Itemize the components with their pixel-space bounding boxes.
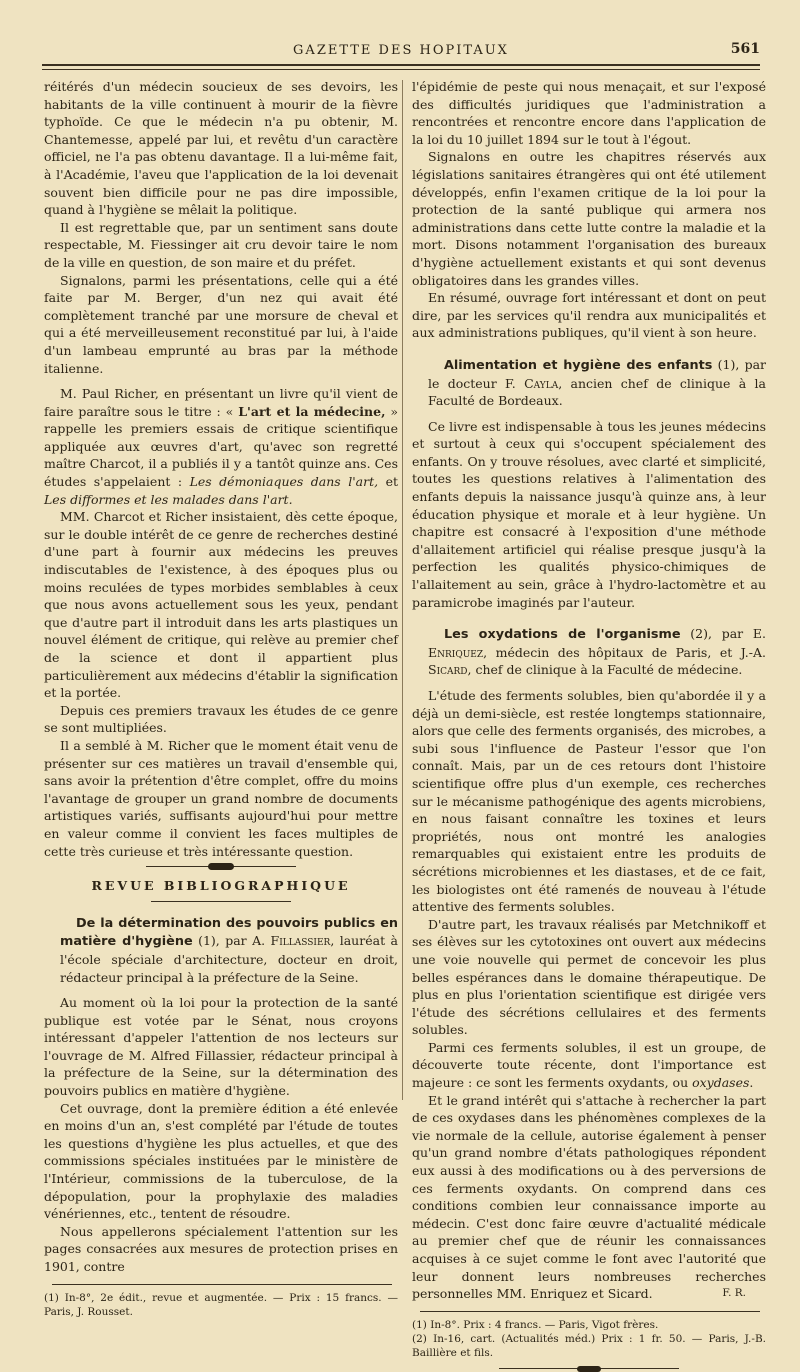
paragraph: Nous appellerons spécialement l'attention sur les pages consacrées aux mesures de protection prises en 1901, contre <box>44 1223 398 1274</box>
paragraph: Signalons, parmi les présentations, celle qui a été faite par M. Berger, d'un nez qui avait été complètement tranché par une morsure de cheval et qui a été merveilleusement reconstitué par lui, à l'aide d'un lambeau emprunté au bras par la méthode italienne. <box>44 272 398 376</box>
reviewer-signature: F. R. <box>722 1287 746 1300</box>
paragraph: Depuis ces premiers travaux les études de ce genre se sont multipliées. <box>44 702 398 736</box>
footnote: (2) In-16, cart. (Actualités méd.) Prix : 1 fr. 50. — Paris, J.-B. Baillière et fils. <box>412 1332 766 1359</box>
entry-author: A. Fillassier <box>252 933 331 949</box>
footnote: (1) In-8°. Prix : 4 francs. — Paris, Vigot frères. <box>412 1318 659 1331</box>
entry-author: F. Cayla <box>505 375 559 391</box>
footnote-rule <box>52 1284 392 1285</box>
section-heading: REVUE BIBLIOGRAPHIQUE <box>91 878 351 894</box>
paragraph: M. Paul Richer, en présentant un livre qu'il vient de faire paraître sous le titre : « L'art et la médecine, » rappelle les premiers essais de critique scientifique appliquée aux œuvres d'art, qu'avec son regretté maître Charcot, il a publiés il y a tantôt quinze ans. Ces études s'appelaient : Les démoniaques dans l'art, et Les difformes et les malades dans l'art. <box>44 386 398 507</box>
entry-title: Alimentation et hygiène des enfants <box>444 357 713 373</box>
paragraph: Cet ouvrage, dont la première édition a été enlevée en moins d'un an, s'est complété par l'étude de toutes les questions d'hygiène les plus actuelles, et que des commissions spéciales instituées par le ministère de l'Intérieur, commissions de la tuberculose, de la dépopulation, pour la prophylaxie des maladies vénériennes, etc., tentent de résoudre. <box>44 1100 398 1222</box>
entry-author: J.-A. Sicard <box>428 644 766 678</box>
paragraph: L'étude des ferments solubles, bien qu'abordée il y a déjà un demi-siècle, est restée longtemps stationnaire, alors que celle des ferments organisés, des microbes, a subi sous l'influence de Pasteur l'essor que l'on connaît. Mais, par un de ces retours dont l'histoire scientifique offre plus d'un exemple, ces recherches sur le mécanisme pathogénique des agents microbiens, en nous faisant connaître les toxines et leurs propriétés, nous ont montré les analogies remarquables qui existaient entre les produits de sécrétions microbiennes et les diastases, et de ce fait, les biologistes ont été ramenés de nouveau à l'étude attentive des ferments solubles. <box>412 688 766 915</box>
paragraph: Et le grand intérêt qui s'attache à rechercher la part de ces oxydases dans les phénomènes complexes de la vie normale de la cellule, autorise également à penser qu'un grand nombre d'états pathologiques répondent eux aussi à des modifications ou à des perversions de ces ferments oxydants. On comprend dans ces conditions combien leur connaissance importe au médecin. C'est donc faire œuvre d'actualité médicale au premier chef que de réunir les connaissances acquises à ce sujet comme le font avec l'autorité que leur donnent leurs nombreuses recherches personnelles MM. Enriquez et Sicard. F. R. <box>412 1092 766 1302</box>
paragraph: MM. Charcot et Richer insistaient, dès cette époque, sur le double intérêt de ce genre de recherches destiné d'une part à fournir aux médecins les preuves indiscutables de l'existence, à des époques plus ou moins reculées de types morbides semblables à ceux que nous avons actuellement sous les yeux, pendant que d'autre part il introduit dans les arts plastiques un nouvel élément de critique, qui relève au premier chef de la science et dont il appartient plus particulièrement aux médecins d'établir la signification et la portée. <box>44 509 398 701</box>
footnote-rule <box>420 1311 760 1312</box>
paragraph: Ce livre est indispensable à tous les jeunes médecins et surtout à ceux qui s'occupent spécialement des enfants. On y trouve résolues, avec clarté et simplicité, toutes les questions relatives à l'alimentation des enfants depuis la naissance jusqu'à quinze ans, à leur éducation physique et morale et à leur hygiène. Un chapitre est consacré à l'exposition d'une méthode d'allaitement artificiel qui réalise presque jusqu'à la perfection les qualités physico-chimiques de l'allaitement au sein, grâce à l'hydro-lactomètre et au paramicrobe imaginés par l'auteur. <box>412 418 766 610</box>
column-divider <box>402 80 403 1100</box>
entry-title: De la détermination des pouvoirs publics en matière d'hygiène <box>60 915 398 950</box>
paragraph: l'épidémie de peste qui nous menaçait, et sur l'exposé des difficultés juridiques que l'administration a rencontrées et rencontre encore dans l'application de la loi du 10 juillet 1894 sur le tout à l'égout. <box>412 79 766 147</box>
header-rule-thick <box>42 64 760 66</box>
entry-title: Les oxydations de l'organisme <box>444 627 681 643</box>
section-rule <box>151 901 291 902</box>
bibliography-entry: De la détermination des pouvoirs publics en matière d'hygiène (1), par A. Fillassier, lauréat à l'école spéciale d'architecture, docteur en droit, rédacteur principal à la préfecture de la Seine. <box>60 915 398 985</box>
bibliography-entry: Les oxydations de l'organisme (2), par E. Enriquez, médecin des hôpitaux de Paris, et J.-A. Sicard, chef de clinique à la Faculté de médecine. <box>428 626 766 678</box>
work-title: Les difformes et les malades dans l'art. <box>44 491 293 507</box>
paragraph: Parmi ces ferments solubles, il est un groupe, de découverte toute récente, dont l'importance est majeure : ce sont les ferments oxydants, ou oxydases. <box>412 1039 766 1091</box>
bibliography-entry: Alimentation et hygiène des enfants (1), par le docteur F. Cayla, ancien chef de clinique à la Faculté de Bordeaux. <box>428 356 766 409</box>
paragraph: Il est regrettable que, par un sentiment sans doute respectable, M. Fiessinger ait cru devoir taire le nom de la ville en question, de son maire et du préfet. <box>44 219 398 270</box>
paragraph: Au moment où la loi pour la protection de la santé publique est votée par le Sénat, nous croyons intéressant d'appeler l'attention de nos lecteurs sur l'ouvrage de M. Alfred Fillassier, rédacteur principal à la préfecture de la Seine, sur la détermination des pouvoirs publics en matière d'hygiène. <box>44 995 398 1099</box>
paragraph: réitérés d'un médecin soucieux de ses devoirs, les habitants de la ville continuent à mourir de la fièvre typhoïde. Ce que le médecin n'a pu obtenir, M. Chantemesse, appelé par lui, et revêtu d'un caractère officiel, ne l'a pas obtenu davantage. Il a lui-même fait, à l'Académie, l'aveu que l'application de la loi devenait souvent bien difficile pour ne pas dire impossible, quand à l'hygiène se mêlait la politique. <box>44 79 398 218</box>
section-ornament <box>146 866 296 867</box>
emphasis: oxydases <box>692 1075 750 1091</box>
work-title: Les démoniaques dans l'art, <box>189 474 379 490</box>
entry-author: E. Enriquez <box>428 626 766 660</box>
page-number: 561 <box>730 41 760 57</box>
running-header <box>42 38 760 64</box>
paragraph: D'autre part, les travaux réalisés par Metchnikoff et ses élèves sur les cytotoxines ont ouvert aux médecins une voie nouvelle qui permet de concevoir les plus belles espérances dans le domaine thérapeutique. De plus en plus l'orientation scientifique est dirigée vers l'étude des sécrétions cellulaires et des ferments solubles. <box>412 916 766 1038</box>
book-title: L'art et la médecine, <box>238 403 386 419</box>
paragraph: Signalons en outre les chapitres réservés aux législations sanitaires étrangères qui ont été utilement développés, enfin l'examen critique de la loi pour la protection de la santé publique qui armera nos administrations dans cette lutte contre la maladie et la mort. Disons notamment l'organisation des bureaux d'hygiène actuellement existants et qui sont devenus obligatoires dans les grandes villes. <box>412 149 766 288</box>
footnote: (1) In-8°, 2e édit., revue et augmentée. — Prix : 15 francs. — Paris, J. Rousset. <box>44 1291 398 1318</box>
paragraph: En résumé, ouvrage fort intéressant et dont on peut dire, par les services qu'il rendra aux municipalités et aux administrations publiques, qu'il vient à son heure. <box>412 290 766 341</box>
end-ornament <box>499 1368 679 1369</box>
paragraph: Il a semblé à M. Richer que le moment était venu de présenter sur ces matières un travail d'ensemble qui, sans avoir la prétention d'être complet, offre du moins l'avantage de grouper un grand nombre de documents artistiques variés, suffisants aujourd'hui pour mettre en valeur comme il convient les faces multiples de cette très curieuse et très intéressante question. <box>44 737 398 859</box>
header-rule-thin <box>42 69 760 70</box>
journal-title: GAZETTE DES HOPITAUX <box>293 43 509 58</box>
left-column <box>44 78 398 1319</box>
right-column <box>412 78 766 1369</box>
